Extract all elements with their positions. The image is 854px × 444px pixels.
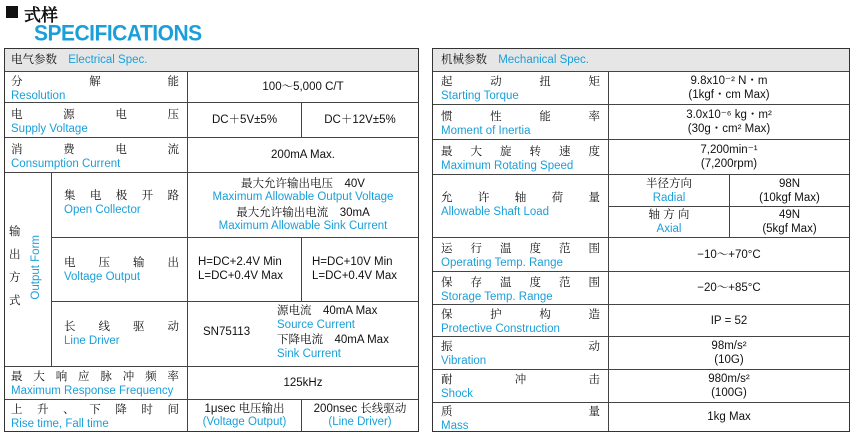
- radial-load-value: 98N (10kgf Max): [759, 177, 820, 204]
- supply-voltage-label: 电 源 电 压 Supply Voltage: [11, 109, 179, 135]
- header-title-en: SPECIFICATIONS: [34, 21, 202, 46]
- operating-temp-range-label: 运 行 温 度 范 围 Operating Temp. Range: [441, 243, 600, 269]
- max-response-frequency-value: 125kHz: [283, 377, 323, 389]
- max-rotating-speed-label: 最 大 旋 转 速 度 Maximum Rotating Speed: [441, 146, 600, 172]
- supply-voltage-value-5v: DC＋5V±5%: [211, 114, 278, 126]
- line-driver-currents: 源电流 40mA Max Source Current 下降电流 40mA Max Sink Current: [277, 305, 389, 360]
- operating-temp-range-value: −10～+70°C: [697, 248, 761, 261]
- shock-value: 980m/s² (100G): [708, 373, 750, 399]
- output-form-label: 输 出 方 式 Output Form: [9, 226, 42, 307]
- storage-temp-range-value: −20～+85°C: [697, 282, 761, 294]
- rise-fall-time-label: 上 升 、 下 降 时 间 Rise time, Fall time: [11, 404, 179, 430]
- mass-value: 1kg Max: [707, 411, 751, 423]
- consumption-current-label: 消 费 电 流 Consumption Current: [11, 144, 179, 170]
- mechanical-title-cn: 机械参数: [441, 54, 487, 66]
- moment-of-inertia-value: 3.0x10⁻⁶ kg・m² (30g・cm² Max): [686, 109, 772, 135]
- mechanical-spec-table: [432, 48, 850, 432]
- line-driver-chip: SN75113: [203, 326, 251, 338]
- max-rotating-speed-value: 7,200min⁻¹ (7,200rpm): [700, 144, 758, 170]
- line-driver-label: 长 线 驱 动 Line Driver: [64, 321, 179, 347]
- mechanical-title-en: Mechanical Spec.: [498, 54, 589, 66]
- header-title-cn: 式样: [24, 6, 58, 25]
- voltage-output-label: 电 压 输 出 Voltage Output: [64, 257, 179, 283]
- electrical-title-en: Electrical Spec.: [68, 54, 148, 66]
- supply-voltage-value-12v: DC＋12V±5%: [324, 114, 396, 126]
- protective-construction-label: 保 护 构 造 Protective Construction: [441, 309, 600, 335]
- mechanical-title-bar: [433, 49, 849, 71]
- radial-direction-label: 半径方向 Radial: [646, 177, 692, 204]
- starting-torque-value: 9.8x10⁻² N・m (1kgf・cm Max): [688, 75, 770, 101]
- open-collector-value: 最大允许输出电压 40V Maximum Allowable Output Voltage 最大允许输出电流 30mA Maximum Allowable Sink Current: [212, 177, 394, 232]
- voltage-output-value-a: H=DC+2.4V Min L=DC+0.4V Max: [198, 256, 284, 282]
- max-response-frequency-label: 最 大 响 应 脉 冲 频 率 Maximum Response Frequency: [11, 371, 179, 397]
- rise-fall-voltage-output: 1μsec 电压输出 (Voltage Output): [202, 402, 287, 428]
- storage-temp-range-label: 保 存 温 度 范 围 Storage Temp. Range: [441, 277, 600, 303]
- rise-fall-line-driver: 200nsec 长线驱动 (Line Driver): [313, 402, 407, 428]
- protective-construction-value: IP = 52: [710, 314, 748, 327]
- consumption-current-value: 200mA Max.: [271, 149, 335, 161]
- axial-direction-label: 轴 方 向 Axial: [648, 209, 690, 235]
- allowable-shaft-load-label: 允 许 轴 荷 量 Allowable Shaft Load: [441, 192, 600, 218]
- electrical-title-cn: 电气参数: [11, 54, 57, 66]
- vibration-value: 98m/s² (10G): [711, 340, 747, 366]
- vibration-label: 振 动 Vibration: [441, 341, 600, 367]
- electrical-spec-table: [4, 48, 419, 432]
- square-bullet-icon: [6, 6, 18, 18]
- axial-load-value: 49N (5kgf Max): [762, 209, 817, 235]
- mass-label: 质 量 Mass: [441, 406, 600, 432]
- moment-of-inertia-label: 惯 性 能 率 Moment of Inertia: [441, 111, 600, 137]
- starting-torque-label: 起 动 扭 矩 Starting Torque: [441, 76, 600, 102]
- electrical-title-bar: [5, 49, 418, 71]
- voltage-output-value-b: H=DC+10V Min L=DC+0.4V Max: [312, 256, 398, 282]
- resolution-value: 100～5,000 C/T: [262, 81, 344, 93]
- shock-label: 耐 冲 击 Shock: [441, 374, 600, 400]
- resolution-label: 分 解 能 Resolution: [11, 76, 179, 102]
- open-collector-label: 集 电 极 开 路 Open Collector: [64, 190, 179, 216]
